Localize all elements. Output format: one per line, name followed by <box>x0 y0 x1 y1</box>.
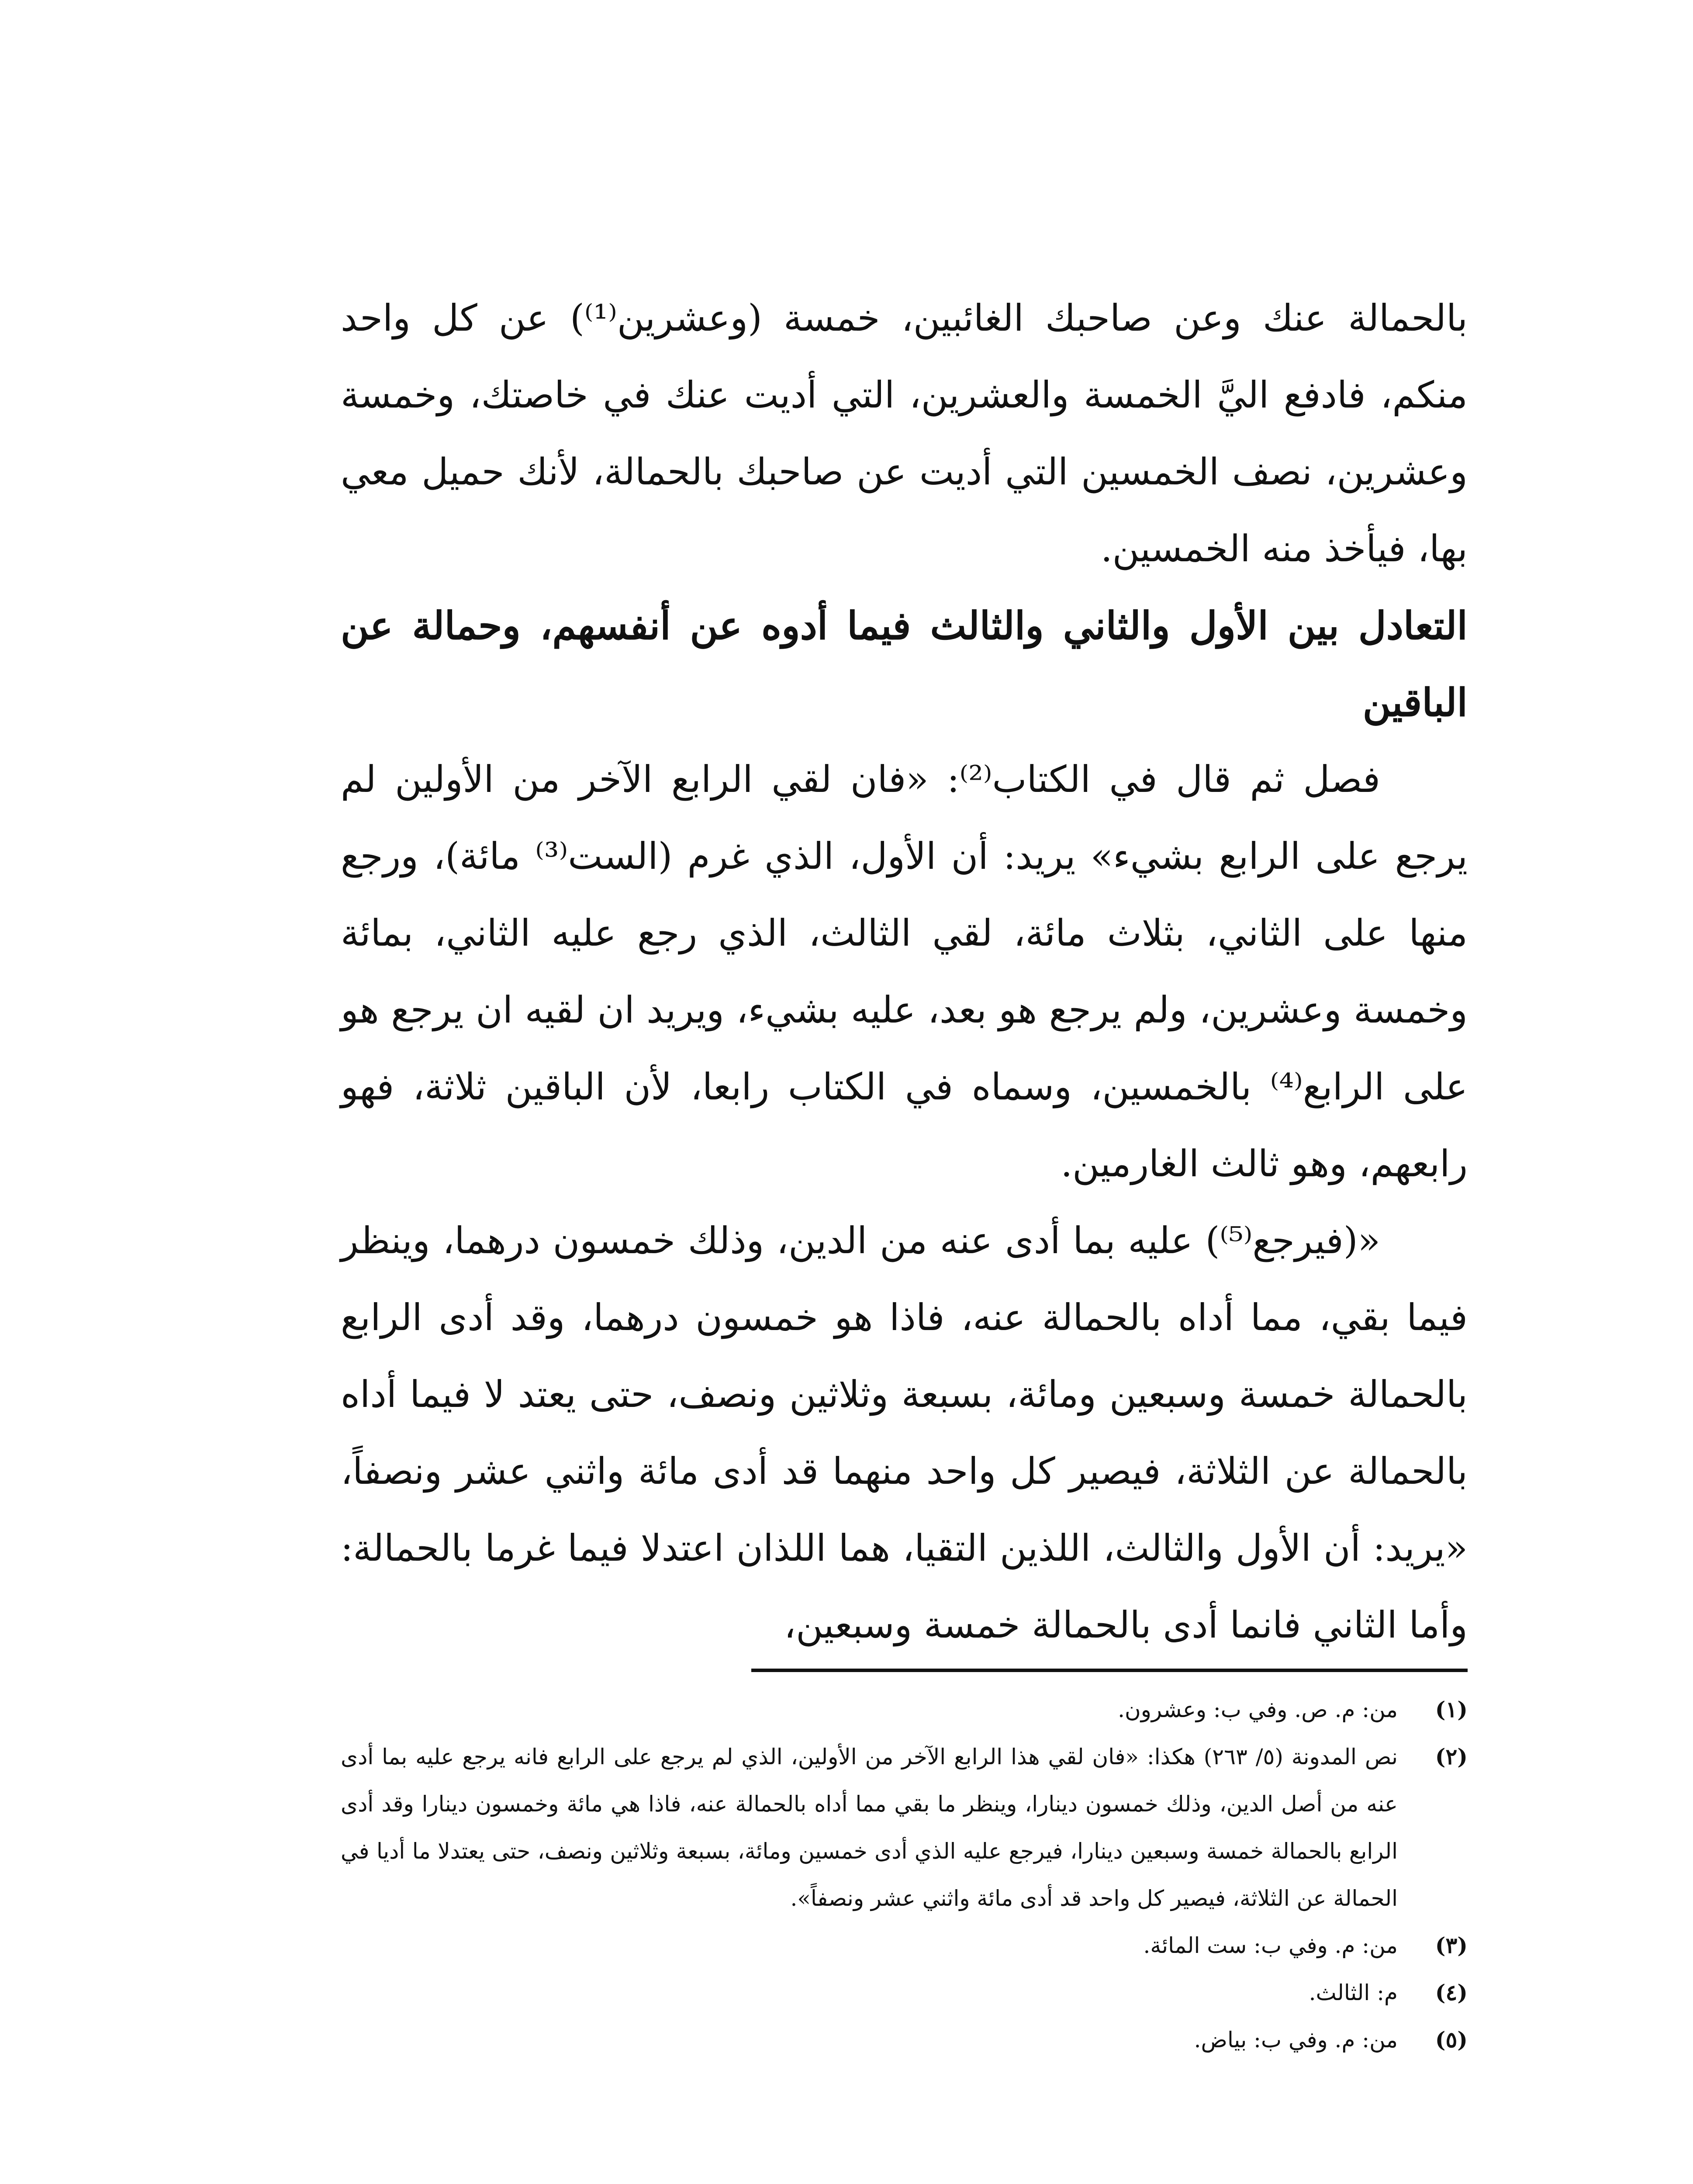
main-text <box>341 280 1468 1663</box>
paragraph-2: فصل ثم قال في الكتاب⁽²⁾: «فان لقي الرابع الآخر من الأولين لم يرجع على الرابع بشيء» يريد: أن الأول، الذي غرم (الست⁽³⁾ مائة)، ورجع منها على الثاني، بثلاث مائة، لقي الثالث، الذي رجع عليه الثاني، بمائة وخمسة وعشرين، ولم يرجع هو بعد، عليه بشيء، ويريد ان لقيه ان يرجع هو على الرابع⁽⁴⁾ بالخمسين، وسماه في الكتاب رابعا، لأن الباقين ثلاثة، فهو رابعهم، وهو ثالث الغارمين. <box>341 758 1468 1185</box>
footnote-text: من: م. وفي ب: ست المائة. <box>1143 1933 1398 1958</box>
footnote-divider <box>751 1669 1468 1672</box>
section-heading: التعادل بين الأول والثاني والثالث فيما أدوه عن أنفسهم، وحمالة عن الباقين <box>341 603 1468 725</box>
paragraph-1: بالحمالة عنك وعن صاحبك الغائبين، خمسة (وعشرين⁽¹⁾) عن كل واحد منكم، فادفع اليَّ الخمسة والعشرين، التي أديت عنك في خاصتك، وخمسة وعشرين، نصف الخمسين التي أديت عن صاحبك بالحمالة، لأنك حميل معي بها، فيأخذ منه الخمسين. <box>341 297 1468 570</box>
footnotes <box>341 1686 1468 2063</box>
footnote-text: من: م. ص. وفي ب: وعشرون. <box>1118 1697 1398 1722</box>
footnote-3 <box>341 1922 1468 1969</box>
footnote-4 <box>341 1969 1468 2016</box>
footnote-text: نص المدونة (٥/ ٢٦٣) هكذا: «فان لقي هذا الرابع الآخر من الأولين، الذي لم يرجع على الرابع فانه يرجع عليه بما أدى عنه من أصل الدين، وذلك خمسون دينارا، وينظر ما بقي مما أداه بالحمالة عنه، فاذا هي مائة وخمسون دينارا وقد أدى الرابع بالحمالة خمسة وسبعين دينارا، فيرجع عليه الذي أدى خمسين ومائة، بسبعة وثلاثين ونصف، حتى يعتدلا ما أديا في الحمالة عن الثلاثة، فيصير كل واحد قد أدى مائة واثني عشر ونصفاً». <box>341 1744 1398 1911</box>
footnote-text: م: الثالث. <box>1309 1980 1398 2005</box>
footnote-number: (٢) <box>1435 1744 1468 1769</box>
footnote-5 <box>341 2016 1468 2063</box>
footnote-number: (٤) <box>1435 1980 1468 2005</box>
footnote-number: (١) <box>1435 1697 1468 1722</box>
footnote-number: (٥) <box>1435 2027 1468 2053</box>
paragraph-3: «(فيرجع⁽⁵⁾) عليه بما أدى عنه من الدين، وذلك خمسون درهما، وينظر فيما بقي، مما أداه بالحمالة عنه، فاذا هو خمسون درهما، وقد أدى الرابع بالحمالة خمسة وسبعين ومائة، بسبعة وثلاثين ونصف، حتى يعتد لا فيما أداه بالحمالة عن الثلاثة، فيصير كل واحد منهما قد أدى مائة واثني عشر ونصفاً، «يريد: أن الأول والثالث، اللذين التقيا، هما اللذان اعتدلا فيما غرما بالحمالة: وأما الثاني فانما أدى بالحمالة خمسة وسبعين، <box>341 1219 1468 1646</box>
footnote-2 <box>341 1733 1468 1922</box>
footnote-text: من: م. وفي ب: بياض. <box>1194 2027 1398 2053</box>
footnote-number: (٣) <box>1435 1932 1468 1958</box>
footnote-1 <box>341 1686 1468 1733</box>
